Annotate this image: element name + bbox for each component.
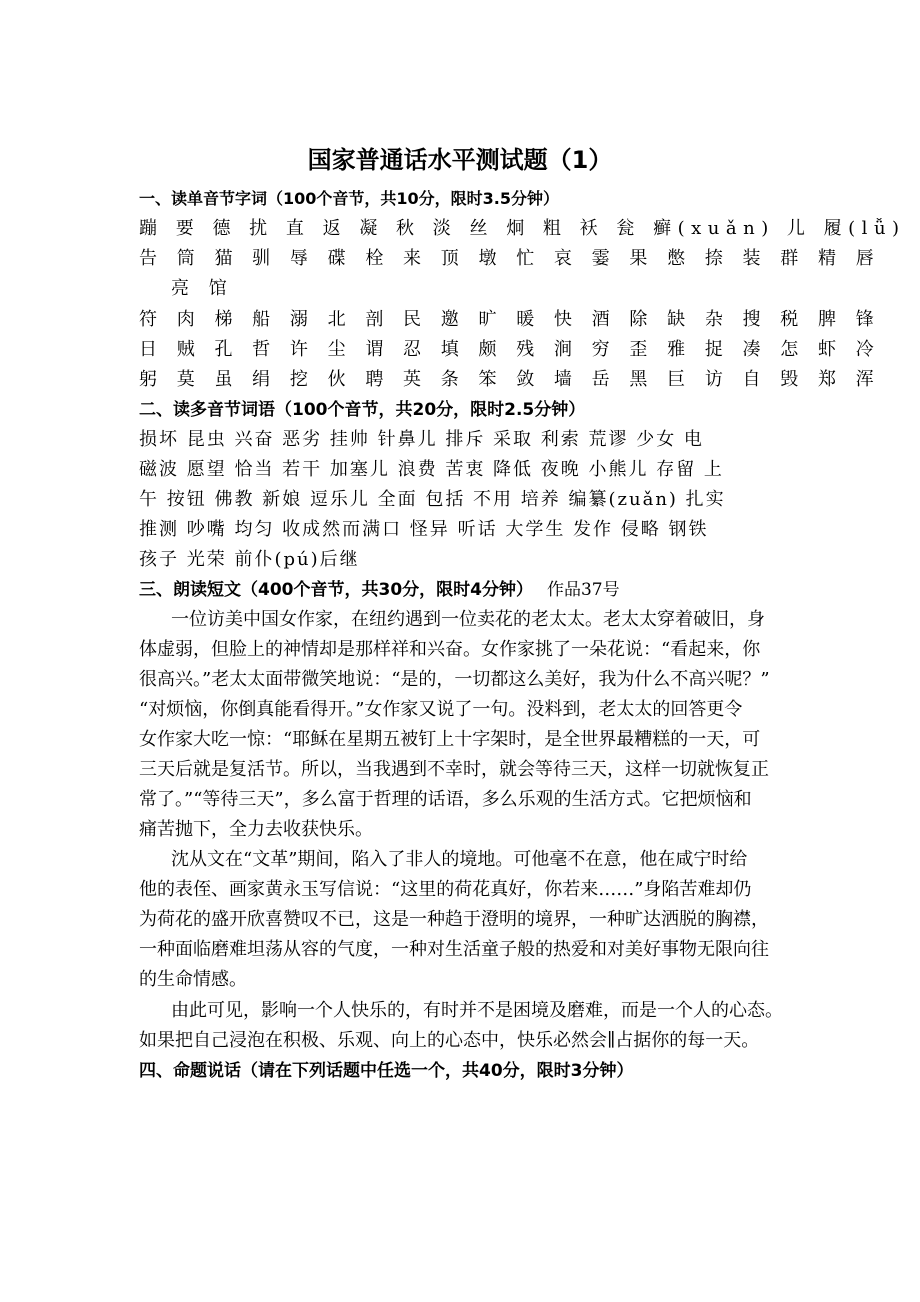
section2-line: 磁波 愿望 恰当 若干 加塞儿 浪费 苦衷 降低 夜晚 小熊儿 存留 上: [139, 459, 724, 480]
section1-line: 日 贼 孔 哲 许 尘 谓 忍 填 颇 残 涧 穷 歪 雅 捉 凑 怎 虾 冷: [139, 339, 881, 360]
passage-line: 三天后就是复活节。所以，当我遇到不幸时，就会等待三天，这样一切就恢复正: [139, 759, 769, 780]
work-number: 作品37号: [546, 580, 620, 600]
page-title: 国家普通话水平测试题（1）: [307, 146, 613, 174]
section2-line: 午 按钮 佛教 新娘 逗乐儿 全面 包括 不用 培养 编纂(zuǎn) 扎实: [139, 489, 726, 510]
passage-line: 痛苦抛下，全力去收获快乐。: [139, 819, 373, 840]
passage-line: 常了。”“等待三天”，多么富于哲理的话语，多么乐观的生活方式。它把烦恼和: [139, 789, 752, 810]
passage-line: 为荷花的盛开欣喜赞叹不已，这是一种趋于澄明的境界，一种旷达洒脱的胸襟，: [139, 909, 769, 930]
passage-line: 女作家大吃一惊：“耶稣在星期五被钉上十字架时，是全世界最糟糕的一天，可: [139, 729, 761, 750]
section3-heading-row: [139, 575, 620, 605]
section1-line: 亮 馆: [171, 278, 234, 299]
section1-line: 符 肉 梯 船 溺 北 剖 民 邀 旷 暖 快 酒 除 缺 杂 搜 税 脾 锋: [139, 309, 881, 330]
passage-line: 他的表侄、画家黄永玉写信说：“这里的荷花真好，你若来……”身陷苦难却仍: [139, 879, 752, 900]
section2-line: 损坏 昆虫 兴奋 恶劣 挂帅 针鼻儿 排斥 采取 利索 荒谬 少女 电: [139, 429, 704, 450]
passage-line: 很高兴。”老太太面带微笑地说：“是的，一切都这么美好，我为什么不高兴呢？”: [139, 669, 770, 690]
section2-heading: 二、读多音节词语（100个音节，共20分，限时2.5分钟）: [139, 400, 586, 420]
section1-line: 告 筒 猫 驯 辱 碟 栓 来 顶 墩 忙 哀 霎 果 憋 捺 装 群 精 唇: [139, 248, 881, 269]
section1-heading: 一、读单音节字词（100个音节，共10分，限时3.5分钟）: [139, 189, 560, 208]
section3-heading: 三、朗读短文（400个音节，共30分，限时4分钟）: [139, 580, 533, 600]
passage-line: 沈从文在“文革”期间，陷入了非人的境地。可他毫不在意，他在咸宁时给: [171, 849, 748, 870]
section4-heading: 四、命题说话（请在下列话题中任选一个，共40分，限时3分钟）: [139, 1061, 634, 1081]
section2-line: 孩子 光荣 前仆(pú)后继: [139, 549, 360, 570]
passage-line: 体虚弱，但脸上的神情却是那样祥和兴奋。女作家挑了一朵花说：“看起来，你: [139, 639, 761, 660]
section2-line: 推测 吵嘴 均匀 收成然而满口 怪异 听话 大学生 发作 侵略 钢铁: [139, 519, 709, 540]
passage-line: 一位访美中国女作家，在纽约遇到一位卖花的老太太。老太太穿着破旧，身: [171, 609, 765, 630]
passage-line: 的生命情感。: [139, 969, 247, 990]
section1-line: 躬 莫 虽 绢 挖 伙 聘 英 条 笨 敛 墙 岳 黑 巨 访 自 毁 郑 浑: [139, 369, 881, 390]
passage-line: “对烦恼，你倒真能看得开。”女作家又说了一句。没料到，老太太的回答更令: [139, 699, 743, 720]
passage-line: 一种面临磨难坦荡从容的气度，一种对生活童子般的热爱和对美好事物无限向往: [139, 939, 769, 960]
passage-line: 由此可见，影响一个人快乐的，有时并不是困境及磨难，而是一个人的心态。: [171, 1000, 783, 1021]
passage-line: 如果把自己浸泡在积极、乐观、向上的心态中，快乐必然会∥占据你的每一天。: [139, 1030, 760, 1051]
section1-line: 蹦 要 德 扰 直 返 凝 秋 淡 丝 炯 粗 袄 瓮 癣(xuǎn) 儿 履(lǚ): [139, 218, 906, 239]
